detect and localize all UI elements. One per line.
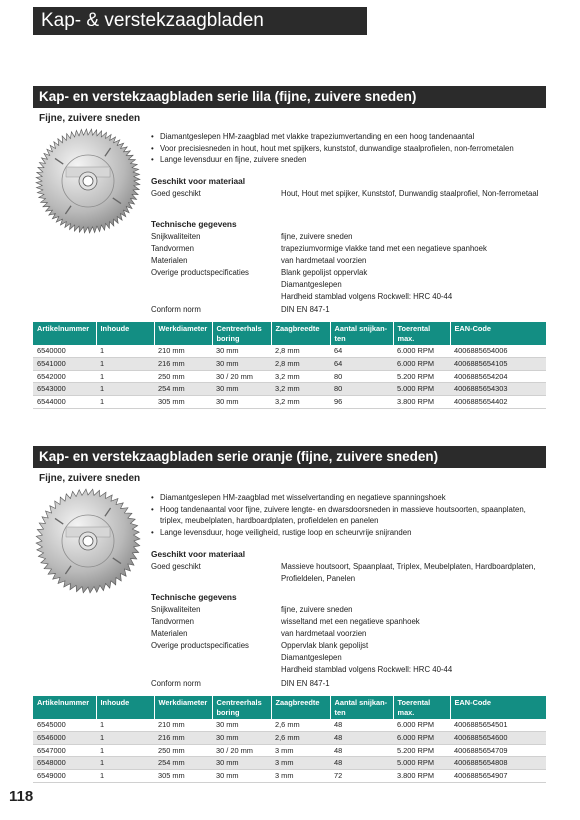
table-row bbox=[33, 370, 546, 383]
spec-label: Snijkwaliteiten bbox=[151, 232, 201, 241]
spec-label: Snijkwaliteiten bbox=[151, 605, 201, 614]
tech-heading: Technische gegevens bbox=[151, 592, 237, 602]
spec-value: van hardmetaal voorzien bbox=[281, 629, 367, 638]
cell: 4006885654303 bbox=[450, 383, 546, 396]
cell: 1 bbox=[96, 345, 154, 357]
spec-value: fijne, zuivere sneden bbox=[281, 605, 353, 614]
cell: 4006885654105 bbox=[450, 357, 546, 370]
cell: 5.000 RPM bbox=[393, 757, 450, 770]
cell: 1 bbox=[96, 370, 154, 383]
product-table bbox=[33, 696, 546, 783]
cell: 30 mm bbox=[212, 396, 271, 409]
feature-list bbox=[151, 492, 546, 538]
product-table bbox=[33, 322, 546, 409]
cell: 5.200 RPM bbox=[393, 744, 450, 757]
table-row bbox=[33, 744, 546, 757]
spec-value: Oppervlak blank gepolijst bbox=[281, 641, 369, 650]
column-header: Centreerhals boring bbox=[212, 696, 271, 719]
column-header: Toerental max. bbox=[393, 696, 450, 719]
column-header: Werkdiameter bbox=[154, 696, 212, 719]
cell: 64 bbox=[330, 345, 393, 357]
column-header: EAN-Code bbox=[450, 322, 546, 345]
product-section-lila bbox=[33, 86, 546, 407]
column-header: Artikelnummer bbox=[33, 322, 96, 345]
cell: 6546000 bbox=[33, 731, 96, 744]
page-number: 118 bbox=[9, 788, 34, 805]
spec-label: Materialen bbox=[151, 629, 188, 638]
cell: 3.800 RPM bbox=[393, 770, 450, 783]
spec-value: trapeziumvormige vlakke tand met een negatieve spanhoek bbox=[281, 244, 487, 253]
material-heading: Geschikt voor materiaal bbox=[151, 549, 246, 559]
cell: 6544000 bbox=[33, 396, 96, 409]
cell: 2,8 mm bbox=[271, 345, 330, 357]
cell: 254 mm bbox=[154, 383, 212, 396]
spec-value: Diamantgeslepen bbox=[281, 653, 342, 662]
feature-item: • Diamantgeslepen HM-zaagblad met wisselvertanding en negatieve spanningshoek bbox=[151, 492, 546, 504]
cell: 48 bbox=[330, 719, 393, 731]
spec-label: Overige productspecificaties bbox=[151, 268, 249, 277]
column-header: Werkdiameter bbox=[154, 322, 212, 345]
tech-heading: Technische gegevens bbox=[151, 219, 237, 229]
cell: 305 mm bbox=[154, 396, 212, 409]
cell: 6549000 bbox=[33, 770, 96, 783]
cell: 6.000 RPM bbox=[393, 731, 450, 744]
cell: 4006885654006 bbox=[450, 345, 546, 357]
cell: 1 bbox=[96, 757, 154, 770]
product-section-oranje bbox=[33, 446, 546, 791]
feature-item: • Lange levensduur, hoge veiligheid, rustige loop en scheurvrije snijranden bbox=[151, 527, 546, 539]
spec-value: Blank gepolijst oppervlak bbox=[281, 268, 368, 277]
feature-item: • Lange levensduur en fijne, zuivere sneden bbox=[151, 154, 546, 166]
feature-list bbox=[151, 131, 546, 166]
cell: 3,2 mm bbox=[271, 370, 330, 383]
cell: 216 mm bbox=[154, 731, 212, 744]
spec-label: Conform norm bbox=[151, 305, 201, 314]
table-row bbox=[33, 396, 546, 409]
table-row bbox=[33, 383, 546, 396]
spec-value: Hardheid stamblad volgens Rockwell: HRC 40-44 bbox=[281, 292, 453, 301]
material-heading: Geschikt voor materiaal bbox=[151, 176, 246, 186]
spec-label: Materialen bbox=[151, 256, 188, 265]
cell: 1 bbox=[96, 396, 154, 409]
cell: 30 mm bbox=[212, 719, 271, 731]
cell: 2,8 mm bbox=[271, 357, 330, 370]
cell: 80 bbox=[330, 370, 393, 383]
feature-item: • Voor precisiesneden in hout, hout met spijkers, kunststof, dunwandige staalprofielen, non-ferrometalen bbox=[151, 143, 546, 155]
table-row bbox=[33, 757, 546, 770]
column-header: EAN-Code bbox=[450, 696, 546, 719]
cell: 1 bbox=[96, 719, 154, 731]
cell: 80 bbox=[330, 383, 393, 396]
cell: 30 mm bbox=[212, 357, 271, 370]
table-row bbox=[33, 770, 546, 783]
column-header: Toerental max. bbox=[393, 322, 450, 345]
spec-value: DIN EN 847-1 bbox=[281, 305, 330, 314]
column-header: Artikelnummer bbox=[33, 696, 96, 719]
cell: 3 mm bbox=[271, 757, 330, 770]
cell: 1 bbox=[96, 383, 154, 396]
cell: 30 / 20 mm bbox=[212, 370, 271, 383]
cell: 6545000 bbox=[33, 719, 96, 731]
column-header: Zaagbreedte bbox=[271, 322, 330, 345]
cell: 6540000 bbox=[33, 345, 96, 357]
cell: 6547000 bbox=[33, 744, 96, 757]
section-title: Kap- en verstekzaagbladen serie oranje (fijne, zuivere sneden) bbox=[33, 446, 546, 468]
cell: 4006885654600 bbox=[450, 731, 546, 744]
table-row bbox=[33, 345, 546, 357]
cell: 4006885654501 bbox=[450, 719, 546, 731]
cell: 210 mm bbox=[154, 719, 212, 731]
feature-item: • Hoog tandenaantal voor fijne, zuivere lengte- en dwarsdoorsneden in massieve houtsoorten, spaanplaten, triplex, meubelplaten, hardboardplaten, profieldelen en panelen bbox=[151, 504, 546, 527]
table-row bbox=[33, 731, 546, 744]
cell: 30 mm bbox=[212, 757, 271, 770]
section-subtitle: Fijne, zuivere sneden bbox=[39, 113, 141, 124]
page-header bbox=[33, 7, 367, 35]
cell: 250 mm bbox=[154, 744, 212, 757]
column-header: Inhoude bbox=[96, 322, 154, 345]
cell: 6548000 bbox=[33, 757, 96, 770]
saw-blade-bore bbox=[83, 176, 93, 186]
cell: 5.200 RPM bbox=[393, 370, 450, 383]
cell: 3 mm bbox=[271, 770, 330, 783]
cell: 250 mm bbox=[154, 370, 212, 383]
spec-value: van hardmetaal voorzien bbox=[281, 256, 367, 265]
column-header: Zaagbreedte bbox=[271, 696, 330, 719]
spec-value: fijne, zuivere sneden bbox=[281, 232, 353, 241]
cell: 1 bbox=[96, 770, 154, 783]
feature-item: • Diamantgeslepen HM-zaagblad met vlakke trapeziumvertanding en een hoog tandenaantal bbox=[151, 131, 546, 143]
spec-label: Conform norm bbox=[151, 679, 201, 688]
cell: 72 bbox=[330, 770, 393, 783]
saw-blade-bore bbox=[83, 536, 93, 546]
saw-blade-image bbox=[33, 486, 143, 596]
cell: 4006885654808 bbox=[450, 757, 546, 770]
cell: 48 bbox=[330, 731, 393, 744]
cell: 48 bbox=[330, 757, 393, 770]
cell: 1 bbox=[96, 731, 154, 744]
saw-blade-image bbox=[33, 126, 143, 236]
cell: 64 bbox=[330, 357, 393, 370]
material-value: Massieve houtsoort, Spaanplaat, Triplex, Meubelplaten, Hardboardplaten, Profieldelen, Panelen bbox=[281, 562, 536, 583]
page-title: Kap- & verstekzaagbladen bbox=[41, 10, 264, 31]
cell: 1 bbox=[96, 744, 154, 757]
cell: 5.000 RPM bbox=[393, 383, 450, 396]
spec-value: DIN EN 847-1 bbox=[281, 679, 330, 688]
cell: 30 mm bbox=[212, 345, 271, 357]
cell: 2,6 mm bbox=[271, 719, 330, 731]
material-label: Goed geschikt bbox=[151, 562, 201, 571]
cell: 4006885654204 bbox=[450, 370, 546, 383]
cell: 2,6 mm bbox=[271, 731, 330, 744]
column-header: Aantal snijkan-ten bbox=[330, 696, 393, 719]
cell: 4006885654709 bbox=[450, 744, 546, 757]
cell: 6.000 RPM bbox=[393, 345, 450, 357]
spec-value: wisseltand met een negatieve spanhoek bbox=[281, 617, 420, 626]
section-subtitle: Fijne, zuivere sneden bbox=[39, 473, 141, 484]
cell: 254 mm bbox=[154, 757, 212, 770]
cell: 216 mm bbox=[154, 357, 212, 370]
cell: 210 mm bbox=[154, 345, 212, 357]
column-header: Inhoude bbox=[96, 696, 154, 719]
spec-label: Overige productspecificaties bbox=[151, 641, 249, 650]
cell: 6.000 RPM bbox=[393, 719, 450, 731]
spec-label: Tandvormen bbox=[151, 617, 194, 626]
cell: 30 mm bbox=[212, 731, 271, 744]
cell: 3,2 mm bbox=[271, 383, 330, 396]
cell: 1 bbox=[96, 357, 154, 370]
cell: 6543000 bbox=[33, 383, 96, 396]
column-header: Aantal snijkan-ten bbox=[330, 322, 393, 345]
cell: 4006885654402 bbox=[450, 396, 546, 409]
cell: 30 mm bbox=[212, 383, 271, 396]
cell: 6542000 bbox=[33, 370, 96, 383]
material-value: Hout, Hout met spijker, Kunststof, Dunwandig staalprofiel, Non-ferrometaal bbox=[281, 189, 539, 198]
cell: 305 mm bbox=[154, 770, 212, 783]
cell: 96 bbox=[330, 396, 393, 409]
cell: 48 bbox=[330, 744, 393, 757]
column-header: Centreerhals boring bbox=[212, 322, 271, 345]
table-row bbox=[33, 357, 546, 370]
table-row bbox=[33, 719, 546, 731]
cell: 3.800 RPM bbox=[393, 396, 450, 409]
material-label: Goed geschikt bbox=[151, 189, 201, 198]
spec-value: Diamantgeslepen bbox=[281, 280, 342, 289]
cell: 6.000 RPM bbox=[393, 357, 450, 370]
cell: 3 mm bbox=[271, 744, 330, 757]
cell: 4006885654907 bbox=[450, 770, 546, 783]
section-title: Kap- en verstekzaagbladen serie lila (fijne, zuivere sneden) bbox=[33, 86, 546, 108]
spec-label: Tandvormen bbox=[151, 244, 194, 253]
cell: 6541000 bbox=[33, 357, 96, 370]
cell: 3,2 mm bbox=[271, 396, 330, 409]
cell: 30 / 20 mm bbox=[212, 744, 271, 757]
cell: 30 mm bbox=[212, 770, 271, 783]
spec-value: Hardheid stamblad volgens Rockwell: HRC 40-44 bbox=[281, 665, 453, 674]
